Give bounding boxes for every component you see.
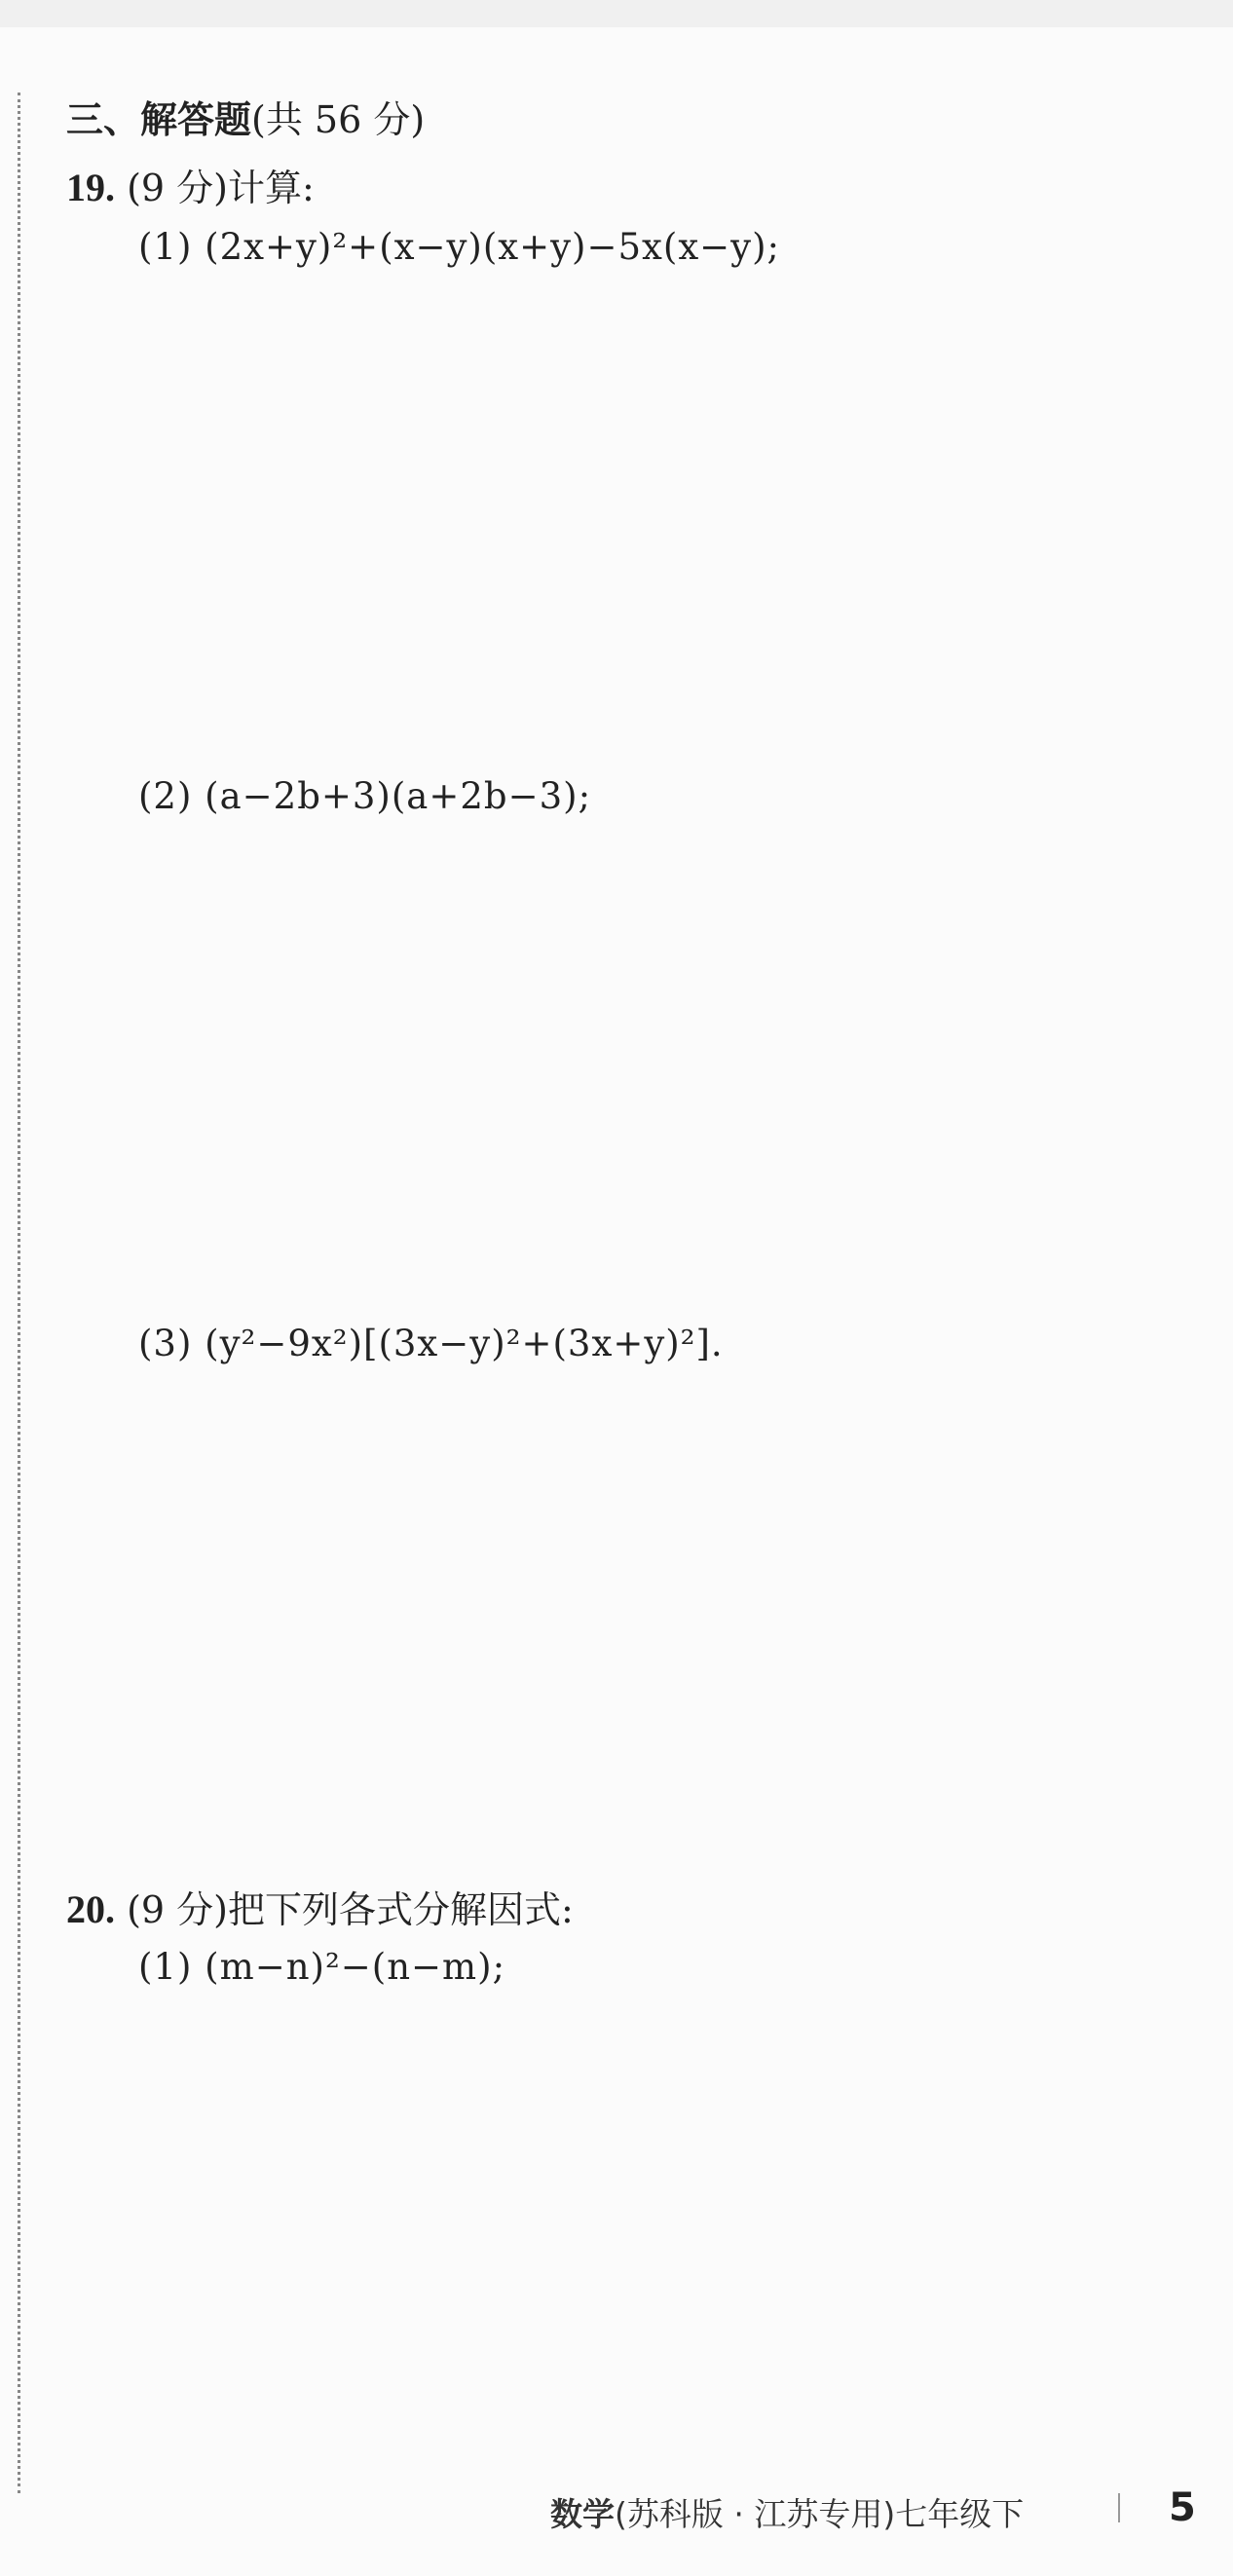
question-prompt: (9 分)把下列各式分解因式: — [127, 1888, 574, 1931]
footer-separator — [1118, 2493, 1120, 2522]
question-number: 19. — [66, 166, 115, 209]
page-number: 5 — [1169, 2485, 1196, 2530]
question-20-header — [66, 1880, 574, 1933]
section-heading — [66, 90, 425, 143]
footer-subject: 数学 — [550, 2495, 615, 2533]
question-19-part-1: (1) (2x+y)²+(x−y)(x+y)−5x(x−y); — [138, 226, 780, 268]
question-19-part-3: (3) (y²−9x²)[(3x−y)²+(3x+y)²]. — [138, 1323, 724, 1364]
section-heading-score: (共 56 分) — [251, 98, 426, 141]
question-prompt: (9 分)计算: — [127, 167, 315, 209]
question-19-part-2: (2) (a−2b+3)(a+2b−3); — [138, 775, 592, 817]
question-number: 20. — [66, 1887, 115, 1931]
binding-dotted-line — [18, 93, 20, 2493]
page-footer — [550, 2489, 1024, 2535]
section-heading-title: 三、解答题 — [66, 98, 252, 141]
question-20-part-1: (1) (m−n)²−(n−m); — [138, 1946, 506, 1988]
question-19-header — [66, 158, 315, 211]
page-top-strip — [0, 0, 1233, 27]
footer-book-title: (苏科版 · 江苏专用)七年级下 — [615, 2495, 1025, 2533]
